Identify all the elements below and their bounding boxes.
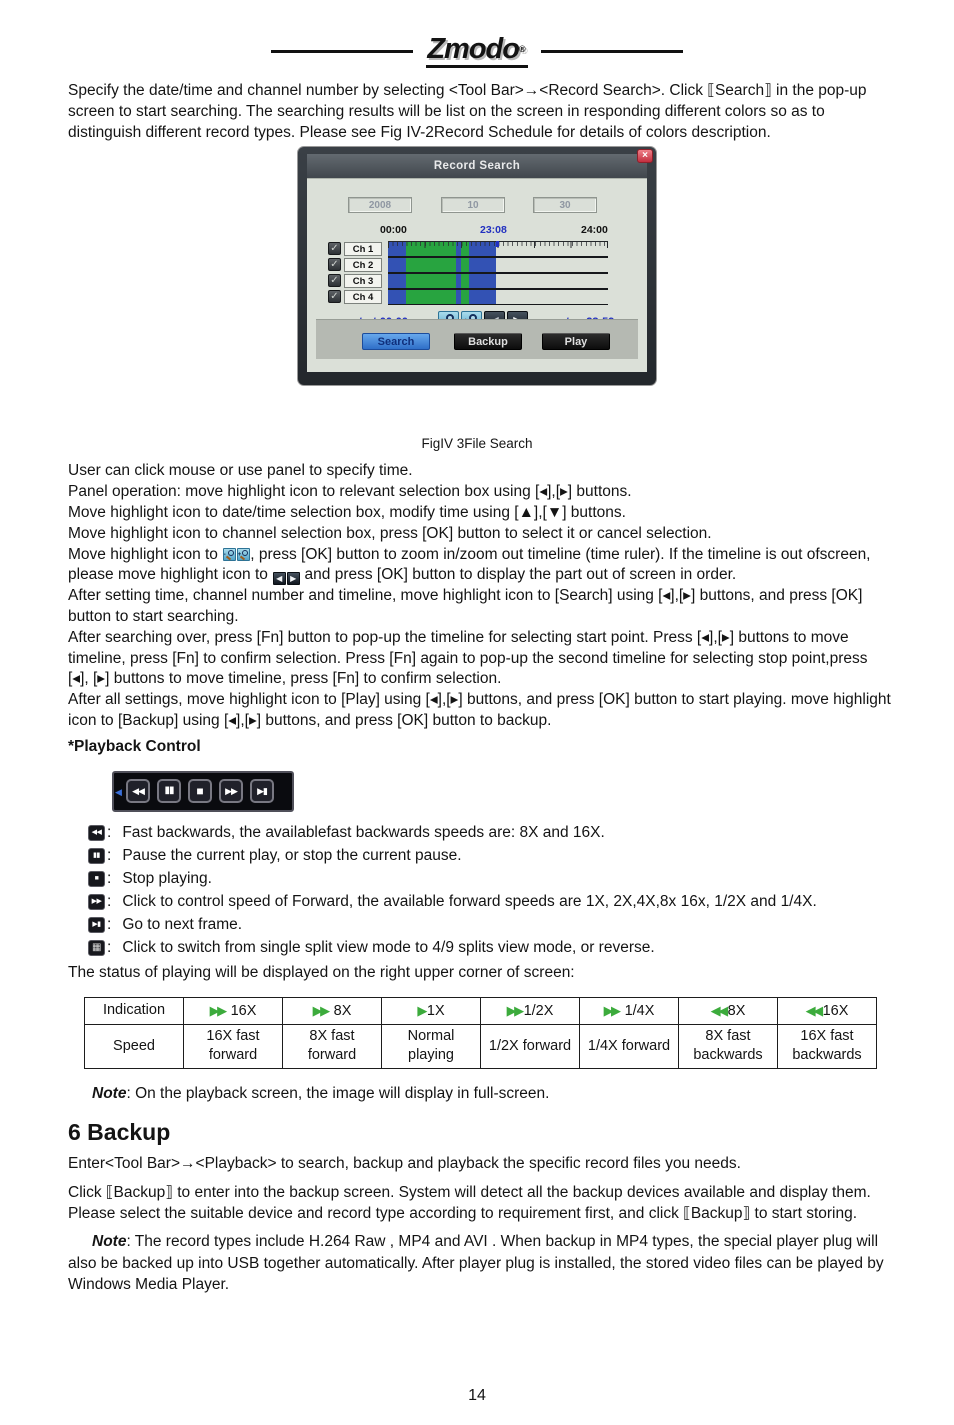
- instructions-block: [68, 461, 892, 731]
- speed-indication-table: [84, 997, 877, 1069]
- zoom-in-icon: [237, 548, 250, 561]
- logo-rule-left: [271, 50, 413, 53]
- description-text: Pause the current play, or stop the current pause.: [122, 846, 462, 864]
- stop-icon: ■: [88, 871, 105, 887]
- channel-1-checkbox[interactable]: ✓: [328, 242, 341, 255]
- backup-note: [68, 1231, 892, 1295]
- list-item: [88, 848, 892, 865]
- paragraph: User can click mouse or use panel to specify time.: [68, 462, 413, 480]
- table-cell: 16X fast forward: [184, 1024, 283, 1068]
- playback-control-bar: [112, 771, 294, 812]
- colon: :: [107, 892, 112, 910]
- brand-logo-text: Zmodo: [427, 33, 519, 65]
- dialog-title: Record Search: [307, 154, 647, 178]
- dialog-footer: [316, 319, 638, 359]
- magnifier-lens: [242, 550, 248, 556]
- brand-logo: [426, 34, 527, 68]
- next-frame-icon: ▶▮: [88, 917, 105, 933]
- fast-forward-icon: ▶▶: [88, 894, 105, 910]
- playback-icon-descriptions: [88, 825, 892, 957]
- note-text: : The record types include H.264 Raw , MP4 and AVI . When backup in MP4 types, the special player plug will also be backed up into USB together automatically. After player plug is installed, the stored video files can be played by Windows Media Player.: [68, 1233, 884, 1293]
- stop-button[interactable]: ■: [188, 779, 212, 803]
- timeline-row-divider: [388, 288, 608, 290]
- description-text: Go to next frame.: [122, 915, 243, 933]
- logo-rule-right: [541, 50, 683, 53]
- paragraph: After setting time, channel number and timeline, move highlight icon to [Search] using [◂],[▸] buttons, and press [OK] button to start searching.: [68, 587, 863, 625]
- month-field[interactable]: 10: [441, 197, 505, 213]
- list-item: [88, 940, 892, 957]
- cell-label: 8X: [329, 1002, 352, 1019]
- cell-label: 1/2X: [523, 1002, 554, 1019]
- record-timeline[interactable]: [388, 241, 608, 305]
- channel-2-label[interactable]: Ch 2: [344, 258, 382, 272]
- table-cell: 8X fast forward: [283, 1024, 382, 1068]
- table-cell: [283, 997, 382, 1024]
- zoom-out-icon: [223, 548, 236, 561]
- colon: :: [107, 915, 112, 933]
- bar-marker-icon: ◀: [115, 786, 122, 797]
- dialog-body: [307, 178, 647, 372]
- play-button[interactable]: Play: [542, 333, 610, 350]
- backup-button[interactable]: Backup: [454, 333, 522, 350]
- playback-note: [68, 1084, 892, 1105]
- paragraph-text: and press [OK] button to display the part out of screen in order.: [300, 566, 737, 584]
- note-label: Note: [92, 1084, 127, 1102]
- indication-row: [85, 997, 877, 1024]
- playback-control-heading: *Playback Control: [68, 737, 201, 755]
- split-view-icon: ▦: [88, 940, 105, 956]
- colon: :: [107, 823, 112, 841]
- timeline-row-divider: [388, 304, 608, 306]
- magnifier-handle: [226, 555, 231, 560]
- table-cell: 1/4X forward: [580, 1024, 679, 1068]
- year-field[interactable]: 2008: [348, 197, 412, 213]
- list-item: [88, 825, 892, 842]
- fast-backward-icon: ◀◀: [88, 825, 105, 841]
- close-icon[interactable]: ×: [637, 149, 653, 163]
- table-cell: [382, 997, 481, 1024]
- paragraph: After all settings, move highlight icon to [Play] using [◂],[▸] buttons, and press [OK] button to start playing. move highlight icon to [Backup] using [◂],[▸] buttons, and press [OK] button to backup.: [68, 691, 891, 729]
- brand-header: [0, 0, 954, 68]
- paragraph: After searching over, press [Fn] button to pop-up the timeline for selecting start point. Press [◂],[▸] buttons to move timeline, press [Fn] to confirm selection. Press [Fn] again to pop-up the second timeline for selecting stop point,press [◂], [▸] buttons to move timeline, press [Fn] to confirm selection.: [68, 628, 868, 688]
- list-item: [88, 871, 892, 888]
- description-text: Click to switch from single split view mode to 4/9 splits view mode, or reverse.: [122, 938, 655, 956]
- note-label: Note: [92, 1233, 127, 1251]
- paragraph: Move highlight icon to date/time selection box, modify time using [▲],[▼] buttons.: [68, 503, 626, 521]
- table-cell: [679, 997, 778, 1024]
- paragraph-text: , press [OK] button to zoom in/zoom out timeline (time ruler). If the timeline is out ofscreen, please move highlight icon to: [68, 545, 871, 584]
- fast-forward-button[interactable]: ▶▶: [219, 779, 243, 803]
- zoom-out-sign: -: [223, 551, 226, 558]
- colon: :: [107, 869, 112, 887]
- table-cell: 1/2X forward: [481, 1024, 580, 1068]
- forward-arrows-icon: ▶▶: [312, 1002, 328, 1018]
- backward-arrows-icon: ◀◀: [710, 1002, 726, 1018]
- timeline-position-marker: [496, 241, 499, 247]
- timeline-label-start: 00:00: [380, 224, 407, 237]
- pause-button[interactable]: ▮▮: [157, 779, 181, 803]
- figure-caption: FigIV 3File Search: [421, 436, 533, 452]
- day-field[interactable]: 30: [533, 197, 597, 213]
- timeline-label-end: 24:00: [581, 224, 608, 237]
- backup-paragraph: Click ⟦Backup⟧ to enter into the backup screen. System will detect all the backup devices available and display them. Please select the suitable device and record type according to requirement first, and click ⟦Backup⟧ to start storing.: [68, 1183, 871, 1222]
- note-text: : On the playback screen, the image will display in full-screen.: [126, 1084, 550, 1102]
- row-header: Indication: [85, 997, 184, 1024]
- colon: :: [107, 938, 112, 956]
- paragraph-text: Move highlight icon to: [68, 545, 223, 563]
- colon: :: [107, 846, 112, 864]
- timeline-row-divider: [388, 256, 608, 258]
- paragraph: Move highlight icon to channel selection box, press [OK] button to select it or cancel selection.: [68, 524, 712, 542]
- status-line: The status of playing will be displayed on the right upper corner of screen:: [68, 963, 575, 981]
- registered-mark: ®: [519, 44, 525, 54]
- table-cell: Normal playing: [382, 1024, 481, 1068]
- cell-label: 16X: [822, 1002, 849, 1019]
- list-item: [88, 917, 892, 934]
- table-cell: 8X fast backwards: [679, 1024, 778, 1068]
- speed-row: [85, 1024, 877, 1068]
- table-cell: [184, 997, 283, 1024]
- channel-2-checkbox[interactable]: ✓: [328, 258, 341, 271]
- paragraph-with-icons: [68, 545, 892, 587]
- cell-label: 16X: [226, 1002, 257, 1019]
- intro-paragraph: Specify the date/time and channel number by selecting <Tool Bar>→<Record Search>. Click ⟦Search⟧ in the pop-up screen to start searching. The searching results will be list on the screen in responding different colors so as to distinguish different record types. Please see Fig IV-2Record Schedule for details of colors description.: [68, 82, 867, 141]
- magnifier-lens: [228, 550, 234, 556]
- channel-1-label[interactable]: Ch 1: [344, 242, 382, 256]
- record-search-dialog: [297, 146, 657, 386]
- forward-arrows-icon: ▶▶: [603, 1002, 619, 1018]
- cell-label: 1/4X: [620, 1002, 655, 1019]
- scroll-right-icon: ▶: [287, 572, 300, 585]
- description-text: Stop playing.: [122, 869, 212, 887]
- channel-4-checkbox[interactable]: ✓: [328, 290, 341, 303]
- forward-arrows-icon: ▶▶: [209, 1002, 225, 1018]
- table-cell: [778, 997, 877, 1024]
- forward-arrows-icon: ▶▶: [506, 1002, 522, 1018]
- table-cell: 16X fast backwards: [778, 1024, 877, 1068]
- description-text: Fast backwards, the availablefast backwards speeds are: 8X and 16X.: [122, 823, 605, 841]
- cell-label: 8X: [727, 1002, 746, 1019]
- channel-3-checkbox[interactable]: ✓: [328, 274, 341, 287]
- paragraph: Panel operation: move highlight icon to relevant selection box using [◂],[▸] buttons.: [68, 483, 632, 501]
- zoom-in-sign: +: [237, 551, 242, 558]
- channel-4-label[interactable]: Ch 4: [344, 290, 382, 304]
- table-cell: [481, 997, 580, 1024]
- timeline-row-divider: [388, 272, 608, 274]
- page-number: 14: [468, 1387, 486, 1404]
- search-button[interactable]: Search: [362, 333, 430, 350]
- table-cell: [580, 997, 679, 1024]
- next-frame-button[interactable]: ▶▮: [250, 779, 274, 803]
- section-heading-backup: 6 Backup: [68, 1119, 171, 1146]
- scroll-left-icon: ◀: [273, 572, 286, 585]
- backup-paragraph: Enter<Tool Bar>→<Playback> to search, backup and playback the specific record files you needs.: [68, 1155, 741, 1173]
- list-item: [88, 894, 892, 911]
- channel-3-label[interactable]: Ch 3: [344, 274, 382, 288]
- play-arrow-icon: ▶: [417, 1002, 425, 1018]
- backward-arrows-icon: ◀◀: [805, 1002, 821, 1018]
- cell-label: 1X: [426, 1002, 445, 1019]
- fast-backward-button[interactable]: ◀◀: [126, 779, 150, 803]
- description-text: Click to control speed of Forward, the available forward speeds are 1X, 2X,4X,8x 16x, 1/2X and 1/4X.: [122, 892, 817, 910]
- timeline-label-current: 23:08: [480, 224, 507, 237]
- row-header: Speed: [85, 1024, 184, 1068]
- pause-icon: ▮▮: [88, 848, 105, 864]
